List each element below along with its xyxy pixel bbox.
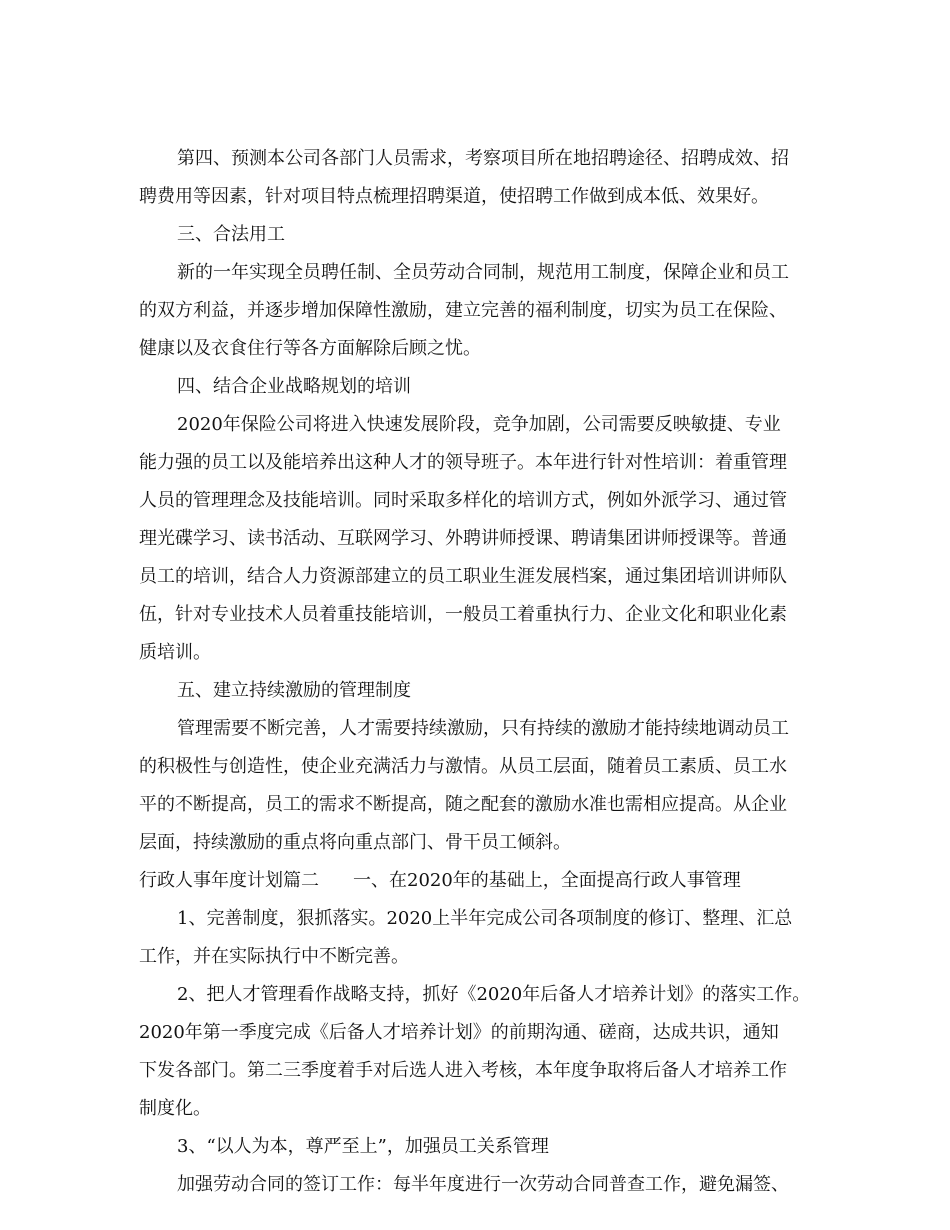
paragraph-line: 下发各部门。第二三季度着手对后选人进入考核，本年度争取将后备人才培养工作 — [139, 1060, 787, 1081]
paragraph-line: 第四、预测本公司各部门人员需求，考察项目所在地招聘途径、招聘成效、招 — [177, 148, 789, 169]
paragraph-line: 的积极性与创造性，使企业充满活力与激情。从员工层面，随着员工素质、员工水 — [139, 756, 787, 777]
paragraph-line: 平的不断提高，员工的需求不断提高，随之配套的激励水准也需相应提高。从企业 — [139, 794, 787, 815]
paragraph-line: 质培训。 — [139, 642, 211, 663]
paragraph-line: 2020年第一季度完成《后备人才培养计划》的前期沟通、磋商，达成共识，通知 — [139, 1022, 779, 1043]
paragraph-line: 层面，持续激励的重点将向重点部门、骨干员工倾斜。 — [139, 832, 571, 853]
section-subheading: 一、在2020年的基础上，全面提高行政人事管理 — [353, 870, 741, 891]
paragraph-line: 的双方利益，并逐步增加保障性激励，建立完善的福利制度，切实为员工在保险、 — [139, 300, 787, 321]
section-heading-3: 三、合法用工 — [177, 224, 285, 245]
paragraph-line: 员工的培训，结合人力资源部建立的员工职业生涯发展档案，通过集团培训讲师队 — [139, 566, 787, 587]
paragraph-line: 能力强的员工以及能培养出这种人才的领导班子。本年进行针对性培训：着重管理 — [139, 452, 787, 473]
paragraph-line: 2、把人才管理看作战略支持，抓好《2020年后备人才培养计划》的落实工作。 — [177, 984, 811, 1005]
paragraph-line: 聘费用等因素，针对项目特点梳理招聘渠道，使招聘工作做到成本低、效果好。 — [139, 186, 769, 207]
section-heading: 行政人事年度计划篇二 — [139, 870, 319, 891]
paragraph-line: 理光碟学习、读书活动、互联网学习、外聘讲师授课、聘请集团讲师授课等。普通 — [139, 528, 787, 549]
paragraph-line: 3、“以人为本，尊严至上”，加强员工关系管理 — [177, 1136, 549, 1157]
section-heading-4: 四、结合企业战略规划的培训 — [177, 376, 411, 397]
paragraph-line: 伍，针对专业技术人员着重技能培训，一般员工着重执行力、企业文化和职业化素 — [139, 604, 787, 625]
paragraph-line: 管理需要不断完善，人才需要持续激励，只有持续的激励才能持续地调动员工 — [177, 718, 789, 739]
paragraph-line: 健康以及衣食住行等各方面解除后顾之忧。 — [139, 338, 481, 359]
paragraph-line: 2020年保险公司将进入快速发展阶段，竞争加剧，公司需要反映敏捷、专业 — [177, 414, 781, 435]
paragraph-line: 新的一年实现全员聘任制、全员劳动合同制，规范用工制度，保障企业和员工 — [177, 262, 789, 283]
paragraph-line: 1、完善制度，狠抓落实。2020上半年完成公司各项制度的修订、整理、汇总 — [177, 908, 793, 929]
section-title-line — [139, 870, 741, 892]
paragraph-line: 制度化。 — [139, 1098, 211, 1119]
paragraph-line: 人员的管理理念及技能培训。同时采取多样化的培训方式，例如外派学习、通过管 — [139, 490, 787, 511]
section-heading-5: 五、建立持续激励的管理制度 — [177, 680, 411, 701]
paragraph-line: 加强劳动合同的签订工作：每半年度进行一次劳动合同普查工作，避免漏签、 — [177, 1174, 789, 1195]
paragraph-line: 工作，并在实际执行中不断完善。 — [139, 946, 409, 967]
